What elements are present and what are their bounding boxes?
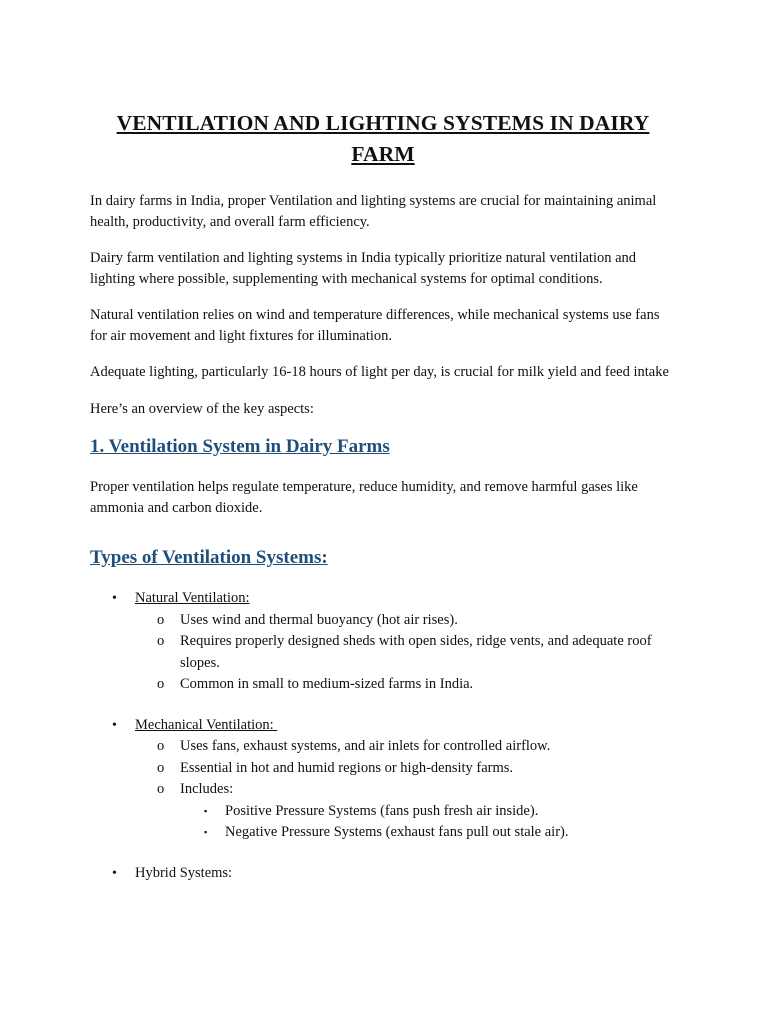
ventilation-purpose-paragraph: Proper ventilation helps regulate temperature, reduce humidity, and remove harmful gases like ammonia and carbon dioxide. <box>90 479 638 516</box>
bullet-dot-icon: • <box>112 717 117 733</box>
list-item-natural-ventilation <box>90 588 676 696</box>
list-item <box>135 736 676 758</box>
list-item-hybrid-systems <box>90 863 676 885</box>
bullet-circle-icon: o <box>157 611 165 628</box>
mechanical-ventilation-sublist <box>135 736 676 844</box>
list-item <box>135 610 676 632</box>
bullet-dot-icon: • <box>112 865 117 881</box>
list-item <box>135 674 676 696</box>
bullet-circle-icon: o <box>157 759 165 776</box>
list-item <box>180 822 676 844</box>
list-item-text: Positive Pressure Systems (fans push fresh air inside). <box>225 802 539 819</box>
list-item-text: Requires properly designed sheds with open sides, ridge vents, and adequate roof slopes. <box>180 633 652 671</box>
list-item-text: Essential in hot and humid regions or high-density farms. <box>180 759 514 776</box>
bullet-circle-icon: o <box>157 738 165 754</box>
list-item-label: Mechanical Ventilation: <box>135 716 278 733</box>
pressure-systems-sublist <box>180 801 676 844</box>
list-item <box>135 779 676 844</box>
bullet-square-icon: ▪ <box>204 805 208 816</box>
document-page <box>90 108 676 903</box>
bullet-circle-icon: o <box>157 676 165 692</box>
section-heading-ventilation-system: 1. Ventilation System in Dairy Farms <box>90 436 390 457</box>
list-item-text: Negative Pressure Systems (exhaust fans pull out stale air). <box>225 824 569 840</box>
list-item-label: Natural Ventilation: <box>135 590 250 606</box>
natural-ventilation-sublist <box>135 610 676 696</box>
intro-paragraph: In dairy farms in India, proper Ventilation and lighting systems are crucial for maintaining animal health, productivity, and overall farm efficiency. <box>90 193 657 230</box>
natural-vs-mechanical-paragraph: Natural ventilation relies on wind and temperature differences, while mechanical systems use fans for air movement and light fixtures for illumination. <box>90 307 660 344</box>
bullet-circle-icon: o <box>157 633 165 649</box>
priority-paragraph: Dairy farm ventilation and lighting systems in India typically prioritize natural ventilation and lighting where possible, supplementing with mechanical systems for optimal conditions. <box>90 250 637 287</box>
list-item-label: Hybrid Systems: <box>135 864 233 881</box>
ventilation-types-list <box>90 588 676 884</box>
bullet-circle-icon: o <box>157 781 165 797</box>
list-item-text: Uses wind and thermal buoyancy (hot air rises). <box>180 611 458 628</box>
list-item-mechanical-ventilation <box>90 715 676 844</box>
section-heading-types-of-ventilation: Types of Ventilation Systems: <box>90 547 328 568</box>
bullet-square-icon: ▪ <box>204 827 208 837</box>
bullet-dot-icon: • <box>112 591 117 606</box>
list-item <box>135 631 676 674</box>
lighting-paragraph: Adequate lighting, particularly 16-18 hours of light per day, is crucial for milk yield and feed intake <box>90 364 669 380</box>
list-item-text: Uses fans, exhaust systems, and air inlets for controlled airflow. <box>180 738 551 754</box>
list-item-text: Common in small to medium-sized farms in India. <box>180 676 474 692</box>
list-item <box>135 758 676 780</box>
document-title: VENTILATION AND LIGHTING SYSTEMS IN DAIRY FARM <box>116 111 650 166</box>
list-item <box>180 801 676 823</box>
overview-paragraph: Here’s an overview of the key aspects: <box>90 400 314 417</box>
list-item-text: Includes: <box>180 781 234 797</box>
